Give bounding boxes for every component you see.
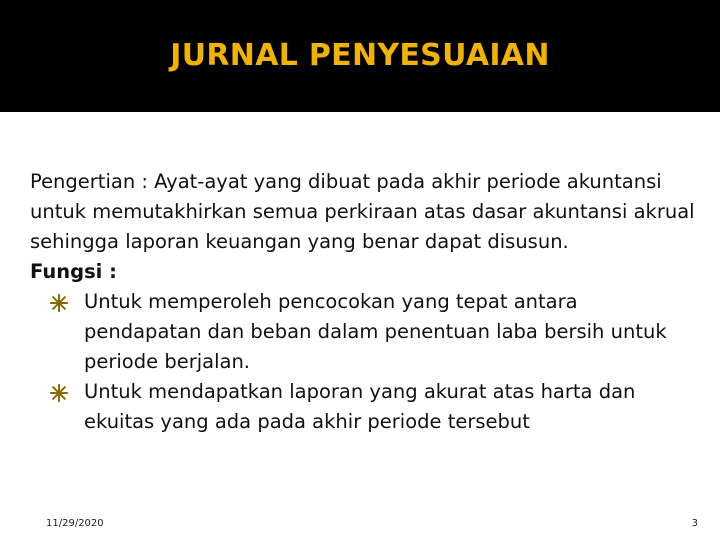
slide-content [30,167,700,437]
function-list [30,287,700,437]
slide-title: JURNAL PENYESUAIAN [170,38,550,73]
function-bullet-text: Untuk mendapatkan laporan yang akurat atas harta dan ekuitas yang ada pada akhir periode tersebut [84,380,636,433]
function-bullet-item [30,287,694,377]
page-number: 3 [691,518,698,529]
function-heading: Fungsi : [30,260,117,283]
function-bullet-item [30,377,694,437]
starburst-bullet-icon [50,294,68,312]
starburst-bullet-icon [50,384,68,402]
definition-text: Pengertian : Ayat-ayat yang dibuat pada akhir periode akuntansi untuk memutakhirkan semua perkiraan atas dasar akuntansi akrual sehingga laporan keuangan yang benar dapat disusun. [30,170,695,253]
footer-date: 11/29/2020 [46,518,104,529]
title-bar [0,0,720,112]
function-bullet-text: Untuk memperoleh pencocokan yang tepat antara pendapatan dan beban dalam penentuan laba bersih untuk periode berjalan. [84,290,667,373]
